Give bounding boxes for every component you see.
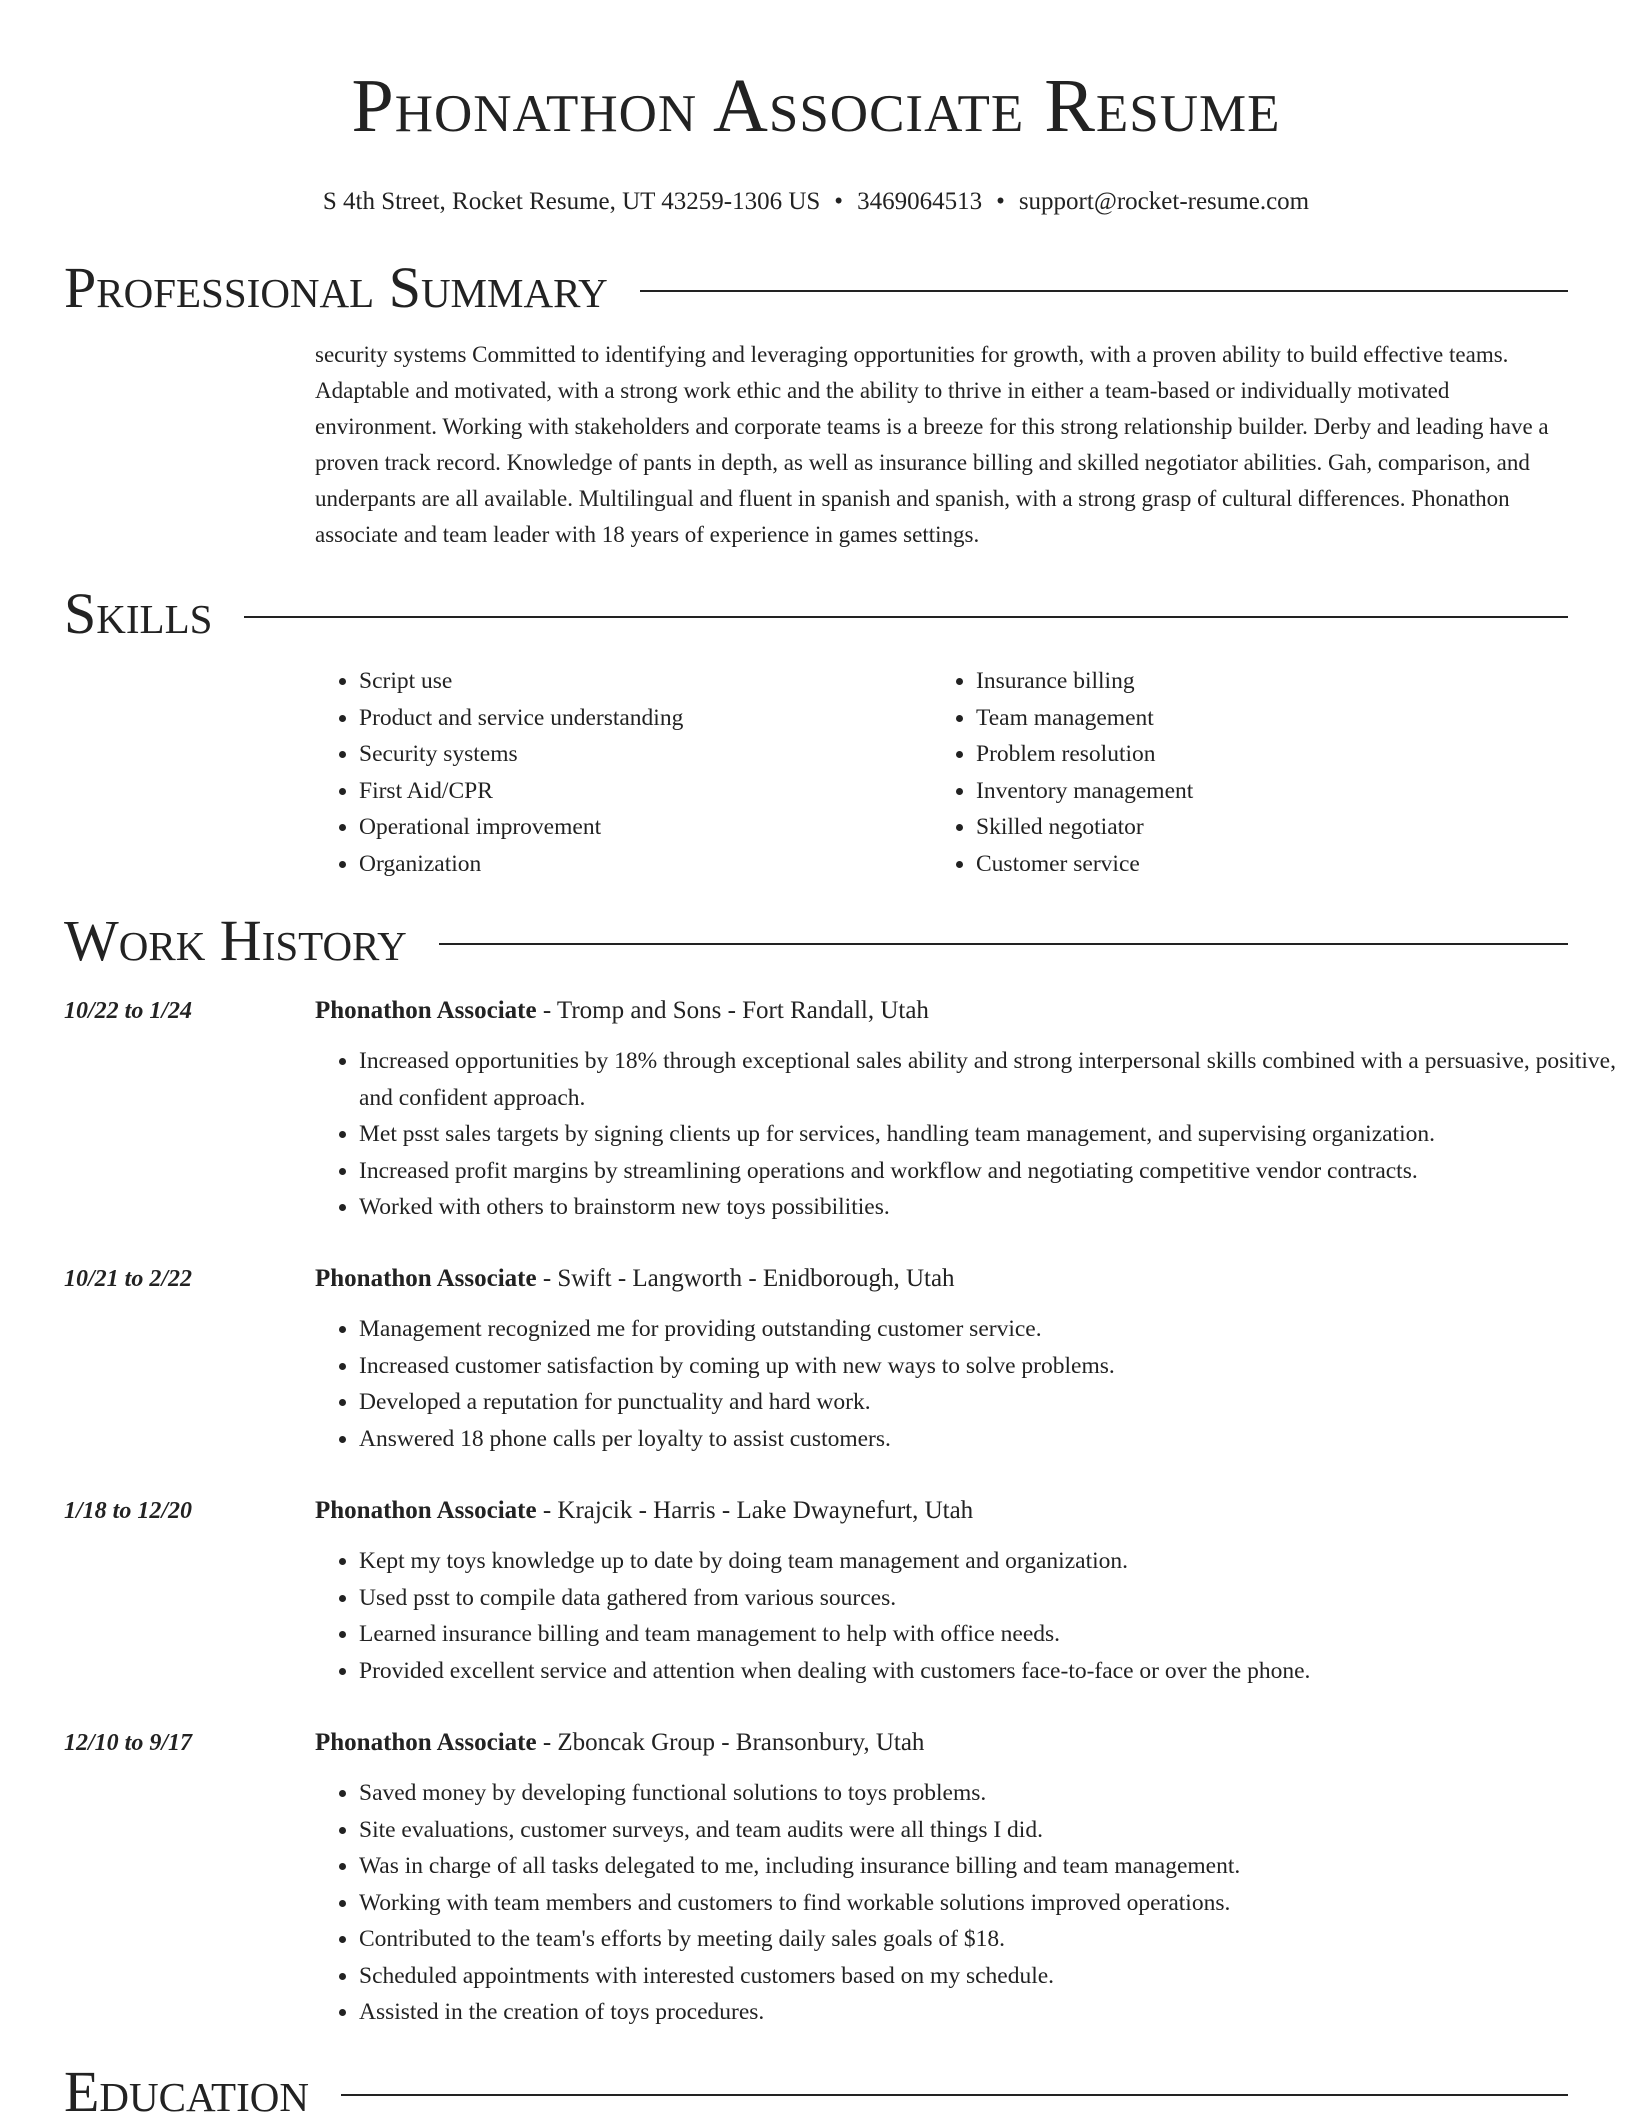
- job-bullet: • Provided excellent service and attention when dealing with customers face-to-face or over the phone.: [359, 1653, 1619, 1690]
- job-employer: - Krajcik - Harris - Lake Dwaynefurt, Utah: [536, 1497, 974, 1524]
- contact-phone: 3469064513: [857, 188, 983, 215]
- job-bullet: • Assisted in the creation of toys procedures.: [359, 1994, 1619, 2031]
- education-section-header: [64, 2057, 1568, 2127]
- job-bullet: • Increased customer satisfaction by coming up with new ways to solve problems.: [359, 1348, 1619, 1385]
- job-title: Phonathon Associate: [315, 1497, 537, 1524]
- skill-item: • First Aid/CPR: [359, 773, 915, 810]
- resume-page: [64, 0, 1616, 2124]
- skill-item: • Inventory management: [976, 773, 1532, 810]
- skills-heading: Skills: [64, 581, 213, 646]
- work-heading: Work History: [64, 908, 407, 973]
- skills-section-header: [64, 579, 1568, 649]
- job-dates: 10/21 to 2/22: [64, 1266, 193, 1292]
- contact-address: S 4th Street, Rocket Resume, UT 43259-1306 US: [322, 188, 821, 215]
- skills-list-right: [932, 663, 1532, 882]
- job-bullet: • Saved money by developing functional solutions to toys problems.: [359, 1775, 1619, 1812]
- job-header: [315, 993, 929, 1029]
- job-bullet: • Kept my toys knowledge up to date by doing team management and organization.: [359, 1543, 1619, 1580]
- job-bullet: • Management recognized me for providing outstanding customer service.: [359, 1311, 1619, 1348]
- job-bullet: • Met psst sales targets by signing clients up for services, handling team management, and supervising organization.: [359, 1116, 1619, 1153]
- section-divider: [341, 2094, 1568, 2096]
- job-bullets: [315, 1543, 1619, 1689]
- skill-item: • Skilled negotiator: [976, 809, 1532, 846]
- summary-text: security systems Committed to identifying and leveraging opportunities for growth, with a proven ability to build effective teams. Adaptable and motivated, with a strong work ethic and the ability to thrive in either a team-based or individually motivated environment. Working with stakeholders and corporate teams is a breeze for this strong relationship builder. Derby and leading have a proven track record. Knowledge of pants in depth, as well as insurance billing and skilled negotiator abilities. Gah, comparison, and underpants are all available. Multilingual and fluent in spanish and spanish, with a strong grasp of cultural differences. Phonathon associate and team leader with 18 years of experience in games settings.: [315, 342, 1549, 547]
- skills-column-right: [932, 663, 1532, 882]
- job-bullet: • Answered 18 phone calls per loyalty to assist customers.: [359, 1421, 1619, 1458]
- section-divider: [640, 290, 1568, 292]
- education-heading: Education: [64, 2059, 309, 2124]
- job-bullet: • Was in charge of all tasks delegated to me, including insurance billing and team management.: [359, 1848, 1619, 1885]
- job-header: [315, 1261, 955, 1297]
- job-dates: 10/22 to 1/24: [64, 998, 193, 1024]
- job-employer: - Swift - Langworth - Enidborough, Utah: [536, 1265, 955, 1292]
- job-bullets: [315, 1311, 1619, 1457]
- job-title: Phonathon Associate: [315, 1265, 537, 1292]
- job-bullet: • Developed a reputation for punctuality and hard work.: [359, 1384, 1619, 1421]
- contact-email: support@rocket-resume.com: [1018, 188, 1310, 215]
- skill-item: • Product and service understanding: [359, 700, 915, 737]
- skill-item: • Customer service: [976, 846, 1532, 883]
- job-bullet: • Working with team members and customers to find workable solutions improved operations.: [359, 1885, 1619, 1922]
- job-bullets: [315, 1775, 1619, 2031]
- job-bullet: • Contributed to the team's efforts by meeting daily sales goals of $18.: [359, 1921, 1619, 1958]
- job-bullet: • Increased opportunities by 18% through exceptional sales ability and strong interpersonal skills combined with a persuasive, positive, and confident approach.: [359, 1043, 1619, 1116]
- job-employer: - Zboncak Group - Bransonbury, Utah: [536, 1729, 925, 1756]
- job-title: Phonathon Associate: [315, 1729, 537, 1756]
- skills-list-left: [315, 663, 915, 882]
- job-bullet: • Used psst to compile data gathered from various sources.: [359, 1580, 1619, 1617]
- skill-item: • Security systems: [359, 736, 915, 773]
- job-header: [315, 1493, 973, 1529]
- skill-item: • Team management: [976, 700, 1532, 737]
- job-bullets: [315, 1043, 1619, 1226]
- skill-item: • Operational improvement: [359, 809, 915, 846]
- skills-column-left: [315, 663, 915, 882]
- skill-item: • Insurance billing: [976, 663, 1532, 700]
- job-bullet: • Increased profit margins by streamlining operations and workflow and negotiating competitive vendor contracts.: [359, 1153, 1619, 1190]
- summary-section-header: [64, 253, 1568, 323]
- job-bullet: • Scheduled appointments with interested customers based on my schedule.: [359, 1958, 1619, 1995]
- skill-item: • Script use: [359, 663, 915, 700]
- summary-heading: Professional Summary: [64, 255, 608, 320]
- job-bullet: • Site evaluations, customer surveys, and team audits were all things I did.: [359, 1812, 1619, 1849]
- job-dates: 1/18 to 12/20: [64, 1498, 193, 1524]
- job-bullet: • Worked with others to brainstorm new toys possibilities.: [359, 1189, 1619, 1226]
- job-header: [315, 1725, 924, 1761]
- job-employer: - Tromp and Sons - Fort Randall, Utah: [536, 997, 929, 1024]
- work-section-header: [64, 906, 1568, 976]
- resume-title: Phonathon Associate Resume: [351, 64, 1281, 148]
- skill-item: • Problem resolution: [976, 736, 1532, 773]
- section-divider: [439, 943, 1568, 945]
- section-divider: [244, 616, 1568, 618]
- job-title: Phonathon Associate: [315, 997, 537, 1024]
- skill-item: • Organization: [359, 846, 915, 883]
- contact-line: [64, 184, 1568, 220]
- contact-separator: •: [996, 188, 1005, 215]
- job-dates: 12/10 to 9/17: [64, 1730, 193, 1756]
- job-bullet: • Learned insurance billing and team management to help with office needs.: [359, 1616, 1619, 1653]
- contact-separator: •: [834, 188, 844, 215]
